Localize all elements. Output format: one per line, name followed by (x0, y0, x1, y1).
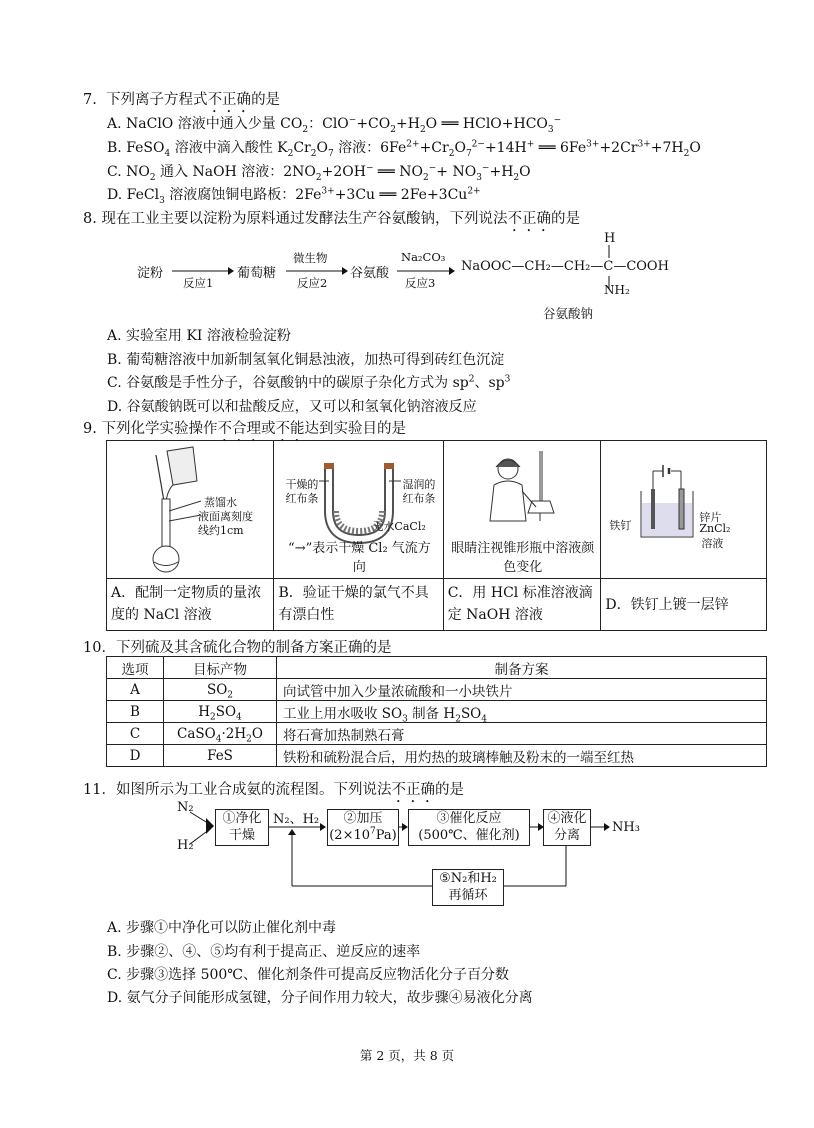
q11-option-a: A. 步骤①中净化可以防止催化剂中毒 (107, 920, 337, 936)
nh3-label: NH₃ (612, 820, 640, 835)
step-1-box: ①净化 干燥 (215, 809, 269, 846)
step-4-box: ④液化 分离 (543, 809, 591, 846)
q9-table (106, 440, 767, 631)
q7-stem: 7. 下列离子方程式不正确的是 (83, 92, 281, 108)
table-row: C $CaSO_4\cdot 2H_2O$ 将石膏加热制熟石膏 (107, 723, 767, 745)
q8-option-c: C. 谷氨酸是手性分子，谷氨酸钠中的碳原子杂化方式为 $sp^2$、$sp^3$ (107, 374, 511, 391)
q9-answer-c: C．用 HCl 标准溶液滴定 NaOH 溶液 (443, 579, 601, 631)
q8-option-a: A. 实验室用 KI 溶液检验淀粉 (107, 328, 291, 344)
msg-structural-formula: NaOOC—CH₂—CH₂—C—COOH (461, 259, 669, 274)
q9-answer-d: D．铁钉上镀一层锌 (601, 579, 767, 631)
electroplating-figure (601, 441, 764, 579)
glucose-label: 葡萄糖 (237, 266, 277, 281)
table-row: D FeS 铁粉和硫粉混合后，用灼热的玻璃棒触及粉末的一端至红热 (107, 745, 767, 767)
q9-cell-c-figure (443, 441, 601, 579)
table-row: A $SO_2$ 向试管中加入少量浓硫酸和一小块铁片 (107, 679, 767, 701)
n2-label: N₂ (177, 800, 194, 815)
q7-option-a: A. NaClO 溶液中通入少量 $CO_2$：$ClO^-+CO_2+H_2O$ ══ $HClO+HCO_3^-$ (107, 115, 562, 135)
q10-header-row: 选项 目标产物 制备方案 (107, 657, 767, 679)
q11-option-d: D. 氨气分子间能形成氢键，分子间作用力较大，故步骤④易液化分离 (107, 990, 533, 1006)
q10-table (106, 656, 767, 767)
q10-stem: 10．下列硫及其含硫化合物的制备方案正确的是 (83, 640, 392, 656)
q11-option-c: C. 步骤③选择 500℃、催化剂条件可提高反应物活化分子百分数 (107, 967, 509, 983)
q8-option-d: D. 谷氨酸钠既可以和盐酸反应，又可以和氢氧化钠溶液反应 (107, 399, 477, 415)
q7-option-c: C. $NO_2$ 通入 NaOH 溶液：$2NO_2+2OH^-$ ══ $NO_2^-+ NO_3^-+H_2O$ (107, 163, 531, 183)
n2-h2-label: N₂、H₂ (273, 812, 320, 827)
page-footer: 第 2 页，共 8 页 (359, 1048, 455, 1063)
h2-label: H₂ (177, 838, 194, 853)
q9-c-caption: 眼睛注视锥形瓶中溶液颜色变化 (451, 541, 595, 575)
table-row: B $H_2SO_4$ 工业上用水吸收 $SO_3$ 制备 $H_2SO_4$ (107, 701, 767, 723)
msg-caption: 谷氨酸钠 (543, 306, 594, 321)
q9-answer-a: A．配制一定物质的量浓度的 NaCl 溶液 (107, 579, 274, 631)
q9-cell-a-figure: 蒸馏水 液面离刻度 线约1cm (107, 441, 274, 579)
q9-stem: 9. 下列化学实验操作不合理或不能达到实验目的是 (83, 421, 406, 437)
reaction-1-label: 反应1 (183, 276, 214, 290)
glutamic-acid-label: 谷氨酸 (350, 266, 390, 281)
formula-h: H (604, 231, 616, 246)
starch-label: 淀粉 (137, 266, 164, 281)
q9-cell-b-figure: 干燥的 红布条 湿润的 红布条 无水CaCl₂ “→”表示干燥 Cl₂ 气流方向 (274, 441, 443, 579)
formula-nh2: NH₂ (604, 283, 630, 297)
na2co3-label: Na₂CO₃ (401, 250, 446, 264)
q9-answer-b: B．验证干燥的氯气不具有漂白性 (274, 579, 443, 631)
reaction-2-label: 反应2 (297, 276, 328, 290)
step-5-box: ⑤N₂和H₂ 再循环 (432, 869, 504, 906)
reaction-3-label: 反应3 (405, 276, 436, 290)
microbe-label: 微生物 (293, 251, 328, 265)
q7-option-b: B. FeSO$_4$ 溶液中滴入酸性 $K_2Cr_2O_7$ 溶液：$6Fe^{2+}+Cr_2O_7^{2-}+14H^+$ ══ $6Fe^{3+}+2Cr^{3+}+7H_2O$ (107, 139, 701, 159)
q9-b-caption: “→”表示干燥 Cl₂ 气流方向 (288, 541, 431, 575)
q8-option-b: B. 葡萄糖溶液中加新制氢氧化铜悬浊液，加热可得到砖红色沉淀 (107, 352, 505, 368)
q9-cell-d-figure: 铁钉 锌片 ZnCl₂ 溶液 (601, 441, 767, 579)
step-2-box: ②加压 $(2\times 10^7Pa)$ (327, 809, 399, 846)
q7-number: 7. (83, 92, 97, 108)
q8-stem: 8. 现在工业主要以淀粉为原料通过发酵法生产谷氨酸钠，下列说法不正确的是 (83, 211, 580, 227)
q11-option-b: B. 步骤②、④、⑤均有利于提高正、逆反应的速率 (107, 944, 421, 960)
q11-stem: 11．如图所示为工业合成氨的流程图。下列说法不正确的是 (83, 782, 464, 798)
step-3-box: ③催化反应 (500℃、催化剂) (408, 809, 530, 846)
q7-option-d: D. FeCl$_3$ 溶液腐蚀铜电路板：$2Fe^{3+}+3Cu$ ══ $2Fe+3Cu^{2+}$ (107, 186, 481, 206)
